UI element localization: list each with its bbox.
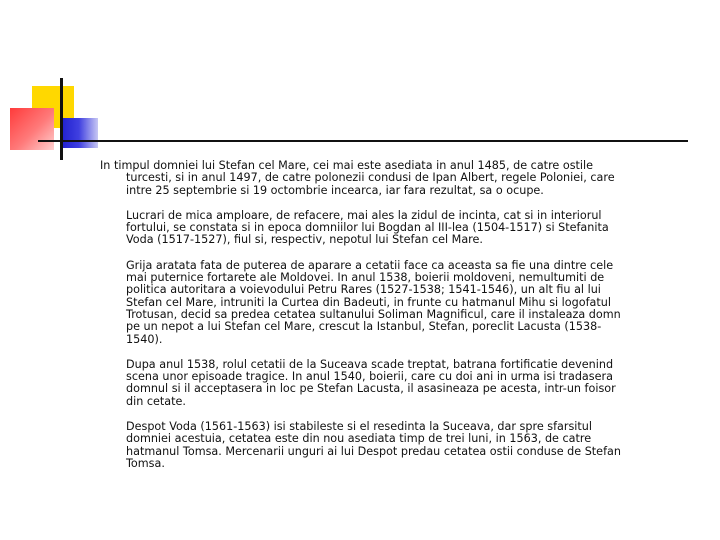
title-rule bbox=[38, 140, 688, 142]
vertical-rule bbox=[60, 78, 63, 160]
paragraph-5: Despot Voda (1561-1563) isi stabileste si el resedinta la Suceava, dar spre sfarsitul domniei acestuia, cetatea este din nou asediata timp de trei luni, in 1563, de catre hatmanul Tomsa. Mercenarii unguri ai lui Despot predau cetatea ostii conduse de Stefan Tomsa. bbox=[126, 420, 621, 470]
paragraph-1: In timpul domniei lui Stefan cel Mare, cei mai este asediata in anul 1485, de catre ostile turcesti, si in anul 1497, de catre polonezii condusi de Ipan Albert, regele Poloniei, care intre 25 septembrie si 19 octombrie incearca, iar fara rezultat, sa o ocupe. bbox=[100, 159, 615, 197]
paragraph-4: Dupa anul 1538, rolul cetatii de la Suceava scade treptat, batrana fortificatie devenind scena unor episoade tragice. In anul 1540, boierii, care cu doi ani in urma isi tradasera domnul si il acceptasera in loc pe Stefan Lacusta, il asasineaza pe acesta, intr-un foisor din cetate. bbox=[126, 357, 616, 408]
paragraph-2: Lucrari de mica amploare, de refacere, mai ales la zidul de incinta, cat si in interiorul fortului, se constata si in epoca domniilor lui Bogdan al III-lea (1504-1517) si Stefanita Voda (1517-1527), fiul si, respectiv, nepotul lui Stefan cel Mare. bbox=[126, 208, 609, 247]
slide-body bbox=[100, 160, 630, 483]
paragraph-3: Grija aratata fata de puterea de aparare a cetatii face ca aceasta sa fie una dintre cele mai puternice fortarete ale Moldovei. In anul 1538, boierii moldoveni, nemultumiti de politica autoritara a voievodului Petru Rares (1527-1538; 1541-1546), un alt fiu al lui Stefan cel Mare, intruniti la Curtea din Badeuti, in frunte cu hatmanul Mihu si logofatul Trotusan, decid sa predea cetatea sultanului Soliman Magnificul, care il instaleaza domn pe un nepot a lui Stefan cel Mare, crescut la Istanbul, Stefan, poreclit Lacusta (1538-1540). bbox=[126, 258, 621, 346]
logo-blue-square bbox=[60, 118, 98, 148]
logo-red-square bbox=[10, 108, 54, 150]
